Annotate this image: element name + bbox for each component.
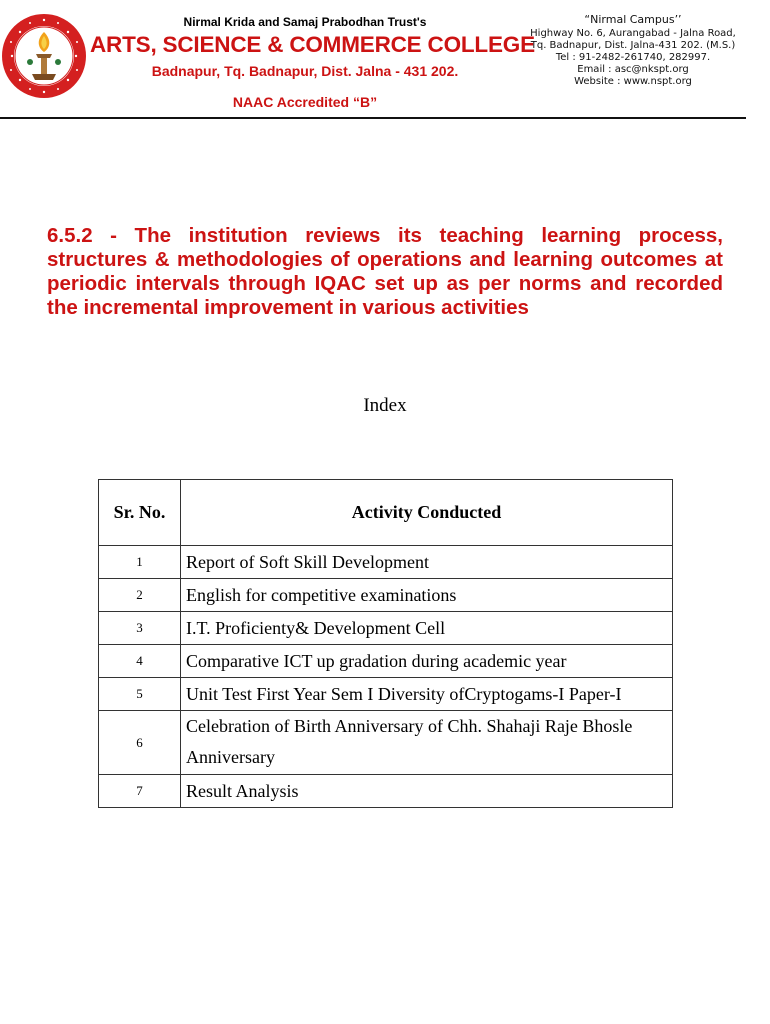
activity-cell: Report of Soft Skill Development — [181, 546, 673, 579]
college-seal-icon — [0, 12, 88, 100]
table-header-row — [99, 480, 673, 546]
activity-cell: Unit Test First Year Sem I Diversity ofCryptogams-I Paper-I — [181, 678, 673, 711]
college-location: Badnapur, Tq. Badnapur, Dist. Jalna - 431 202. — [151, 63, 459, 79]
address-line-2: Tq. Badnapur, Dist. Jalna-431 202. (M.S.) — [530, 40, 736, 51]
telephone: Tel : 91-2482-261740, 282997. — [555, 52, 711, 63]
table-row — [99, 579, 673, 612]
activity-cell: Comparative ICT up gradation during academic year — [181, 645, 673, 678]
table-row — [99, 645, 673, 678]
header-divider — [0, 117, 746, 119]
sr-no-cell: 1 — [99, 546, 181, 579]
activity-cell: Celebration of Birth Anniversary of Chh. Shahaji Raje Bhosle Anniversary — [181, 711, 673, 775]
email: Email : asc@nkspt.org — [577, 64, 689, 75]
sr-no-cell: 3 — [99, 612, 181, 645]
sr-no-cell: 2 — [99, 579, 181, 612]
sr-no-cell: 7 — [99, 775, 181, 808]
table-row — [99, 775, 673, 808]
table-row — [99, 711, 673, 775]
activity-cell: Result Analysis — [181, 775, 673, 808]
column-header-sr-no: Sr. No. — [99, 480, 181, 546]
activity-cell: I.T. Proficienty& Development Cell — [181, 612, 673, 645]
college-name: ARTS, SCIENCE & COMMERCE COLLEGE — [90, 32, 535, 57]
contact-block — [518, 14, 748, 88]
column-header-activity: Activity Conducted — [181, 480, 673, 546]
campus-name: “Nirmal Campus’’ — [584, 13, 682, 26]
table-row — [99, 678, 673, 711]
website: Website : www.nspt.org — [574, 76, 692, 87]
address-line-1: Highway No. 6, Aurangabad - Jalna Road, — [530, 28, 736, 39]
table-row — [99, 612, 673, 645]
trust-name: Nirmal Krida and Samaj Prabodhan Trust's — [183, 15, 427, 29]
sr-no-cell: 6 — [99, 711, 181, 775]
sr-no-cell: 4 — [99, 645, 181, 678]
index-title: Index — [363, 395, 407, 416]
index-table — [98, 479, 673, 808]
criterion-heading: 6.5.2 - The institution reviews its teaching learning process, structures & methodologies of operations and learning outcomes at periodic intervals through IQAC set up as per norms and recorded the incremental improvement in various activities — [47, 224, 723, 319]
accreditation-label: NAAC Accredited “B” — [232, 94, 378, 110]
sr-no-cell: 5 — [99, 678, 181, 711]
activity-cell: English for competitive examinations — [181, 579, 673, 612]
table-row — [99, 546, 673, 579]
